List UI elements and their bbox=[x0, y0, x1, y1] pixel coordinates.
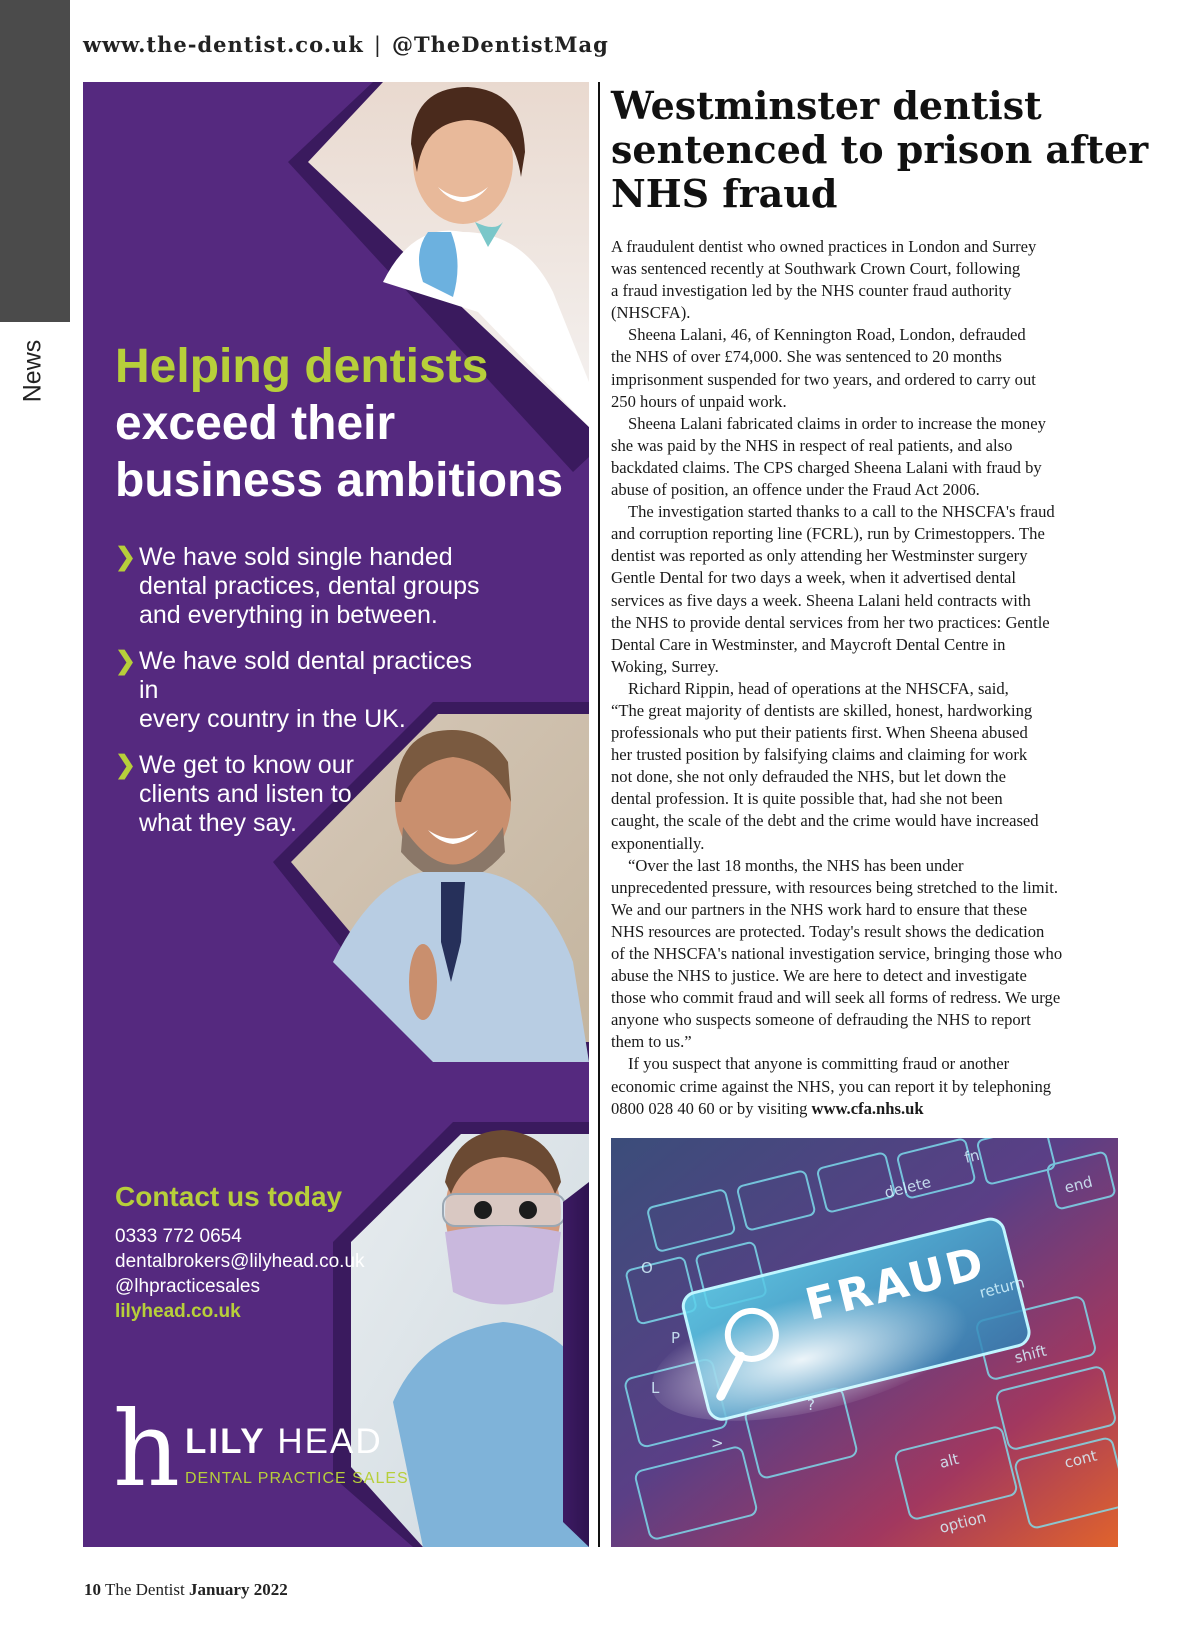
article-line: her trusted position by falsifying claims and claiming for work bbox=[611, 745, 1028, 765]
svg-text:fn: fn bbox=[962, 1145, 982, 1167]
contact-social[interactable]: @lhpracticesales bbox=[115, 1276, 260, 1297]
article-line: the NHS to provide dental services from her two practices: Gentle bbox=[611, 612, 1050, 632]
article-line: abuse the NHS to justice. We are here to detect and investigate bbox=[611, 966, 1027, 986]
article-line: those who commit fraud and will seek all forms of redress. We urge bbox=[611, 988, 1061, 1008]
fraud-keyboard-illustration bbox=[611, 1138, 1118, 1547]
article-line: caught, the scale of the debt and the crime would have increased bbox=[611, 811, 1039, 831]
article-line: Dental Care in Westminster, and Maycroft Dental Centre in bbox=[611, 634, 1006, 654]
section-label: News bbox=[18, 339, 47, 403]
article-line: services as five days a week. Sheena Lalani held contracts with bbox=[611, 590, 1031, 610]
article-line: Richard Rippin, head of operations at the NHSCFA, said, bbox=[628, 678, 1009, 698]
article-line: was sentenced recently at Southwark Crown Court, following bbox=[611, 259, 1021, 279]
chevron-right-icon: ❯ bbox=[115, 751, 136, 779]
svg-text:?: ? bbox=[807, 1396, 815, 1414]
publication-name: The Dentist bbox=[104, 1580, 185, 1599]
svg-text:cont: cont bbox=[1062, 1446, 1099, 1472]
article-line: the NHS of over £74,000. She was sentenced to 20 months bbox=[611, 347, 1002, 367]
article-line: backdated claims. The CPS charged Sheena Lalani with fraud by bbox=[611, 457, 1042, 477]
contact-details bbox=[115, 1224, 365, 1324]
article-line: economic crime against the NHS, you can report it by telephoning bbox=[611, 1076, 1052, 1096]
article-line: anyone who suspects someone of defrauding the NHS to report bbox=[611, 1010, 1031, 1030]
advert-headline-line1: Helping dentists bbox=[115, 340, 489, 393]
section-tab-bar bbox=[0, 0, 70, 322]
chevron-right-icon: ❯ bbox=[115, 647, 136, 675]
article-line: a fraud investigation led by the NHS counter fraud authority bbox=[611, 281, 1012, 301]
article-line: 250 hours of unpaid work. bbox=[611, 391, 787, 411]
advert-bullet: ❯ We have sold single handed dental practices, dental groups and everything in between. bbox=[115, 543, 480, 629]
advert-headline bbox=[115, 338, 575, 509]
contact-website-link[interactable]: lilyhead.co.uk bbox=[115, 1301, 241, 1322]
svg-text:option: option bbox=[937, 1507, 988, 1537]
svg-text:O: O bbox=[641, 1259, 653, 1277]
contact-phone[interactable]: 0333 772 0654 bbox=[115, 1226, 242, 1247]
article-line: them to us.” bbox=[611, 1032, 692, 1052]
article-line: “Over the last 18 months, the NHS has been under bbox=[628, 855, 964, 875]
article-headline: Westminster dentist sentenced to prison after NHS fraud bbox=[611, 83, 1149, 216]
header-separator: | bbox=[373, 33, 382, 57]
lily-head-advert bbox=[83, 82, 589, 1547]
advert-headline-line2: exceed their bbox=[115, 397, 396, 450]
logo-tagline: DENTAL PRACTICE SALES bbox=[185, 1470, 409, 1487]
article-line: exponentially. bbox=[611, 833, 705, 853]
svg-text:return: return bbox=[977, 1273, 1027, 1302]
issue-date: January 2022 bbox=[189, 1580, 288, 1599]
article-line: The investigation started thanks to a call to the NHSCFA's fraud bbox=[628, 502, 1055, 522]
advert-bullet: ❯ We get to know our clients and listen to what they say. bbox=[115, 751, 354, 837]
article-link[interactable]: www.cfa.nhs.uk bbox=[811, 1098, 924, 1118]
logo-brand: LILY HEAD bbox=[185, 1422, 383, 1461]
article-line: If you suspect that anyone is committing fraud or another bbox=[628, 1054, 1010, 1074]
article-line: We and our partners in the NHS work hard to ensure that these bbox=[611, 899, 1028, 919]
advert-bullet-list bbox=[115, 543, 495, 855]
header-handle: @TheDentistMag bbox=[391, 32, 609, 57]
svg-text:shift: shift bbox=[1012, 1341, 1049, 1367]
fraud-keyboard-image bbox=[611, 1138, 1118, 1547]
svg-text:alt: alt bbox=[937, 1449, 961, 1472]
article-line: unprecedented pressure, with resources being stretched to the limit. bbox=[611, 877, 1058, 897]
svg-text:L: L bbox=[651, 1379, 660, 1397]
article-line: 0800 028 40 60 or by visiting www.cfa.nhs.uk bbox=[611, 1098, 924, 1118]
svg-text:delete: delete bbox=[882, 1172, 933, 1202]
advert-headline-line3: business ambitions bbox=[115, 454, 564, 507]
article-body bbox=[611, 236, 1119, 1120]
article-line: not done, she not only defrauded the NHS, but let down the bbox=[611, 767, 1006, 787]
article-line: “The great majority of dentists are skilled, honest, hardworking bbox=[611, 700, 1033, 720]
article-line: Gentle Dental for two days a week, when it advertised dental bbox=[611, 568, 1017, 588]
article-line: A fraudulent dentist who owned practices in London and Surrey bbox=[611, 237, 1037, 256]
article-line: professionals who put their patients first. When Sheena abused bbox=[611, 723, 1028, 743]
svg-text:end: end bbox=[1062, 1172, 1095, 1197]
article-line: Woking, Surrey. bbox=[611, 656, 719, 676]
article-line: Sheena Lalani fabricated claims in order to increase the money bbox=[628, 413, 1046, 433]
article-line: she was paid by the NHS in respect of real patients, and also bbox=[611, 435, 1013, 455]
contact-title: Contact us today bbox=[115, 1181, 343, 1212]
logo-letter: h bbox=[113, 1388, 180, 1510]
article-line: NHS resources are protected. Today's result shows the dedication bbox=[611, 921, 1045, 941]
advert-bullet: ❯ We have sold dental practices in every country in the UK. bbox=[115, 647, 473, 733]
svg-text:P: P bbox=[671, 1329, 681, 1347]
article-line: of the NHSCFA's national investigation service, bringing those who bbox=[611, 944, 1063, 963]
article-line: dentist was reported as only attending her Westminster surgery bbox=[611, 546, 1028, 566]
chevron-right-icon: ❯ bbox=[115, 543, 136, 571]
page-number: 10 bbox=[84, 1580, 101, 1599]
page-header bbox=[83, 32, 609, 57]
page-footer bbox=[84, 1580, 288, 1600]
article-line: and corruption reporting line (FCRL), run by Crimestoppers. The bbox=[611, 524, 1045, 544]
article-line: abuse of position, an offence under the Fraud Act 2006. bbox=[611, 480, 980, 500]
article-line: dental profession. It is quite possible that, had she not been bbox=[611, 789, 1003, 809]
lily-head-logo bbox=[113, 1388, 413, 1510]
header-website: www.the-dentist.co.uk bbox=[83, 32, 364, 57]
column-divider bbox=[598, 82, 600, 1547]
article-line: imprisonment suspended for two years, and ordered to carry out bbox=[611, 369, 1036, 389]
article-line: (NHSCFA). bbox=[611, 303, 691, 323]
contact-email[interactable]: dentalbrokers@lilyhead.co.uk bbox=[115, 1251, 365, 1272]
fraud-key-label: FRAUD bbox=[800, 1237, 992, 1332]
svg-text:>: > bbox=[711, 1434, 724, 1452]
article-line: Sheena Lalani, 46, of Kennington Road, London, defrauded bbox=[628, 325, 1026, 345]
